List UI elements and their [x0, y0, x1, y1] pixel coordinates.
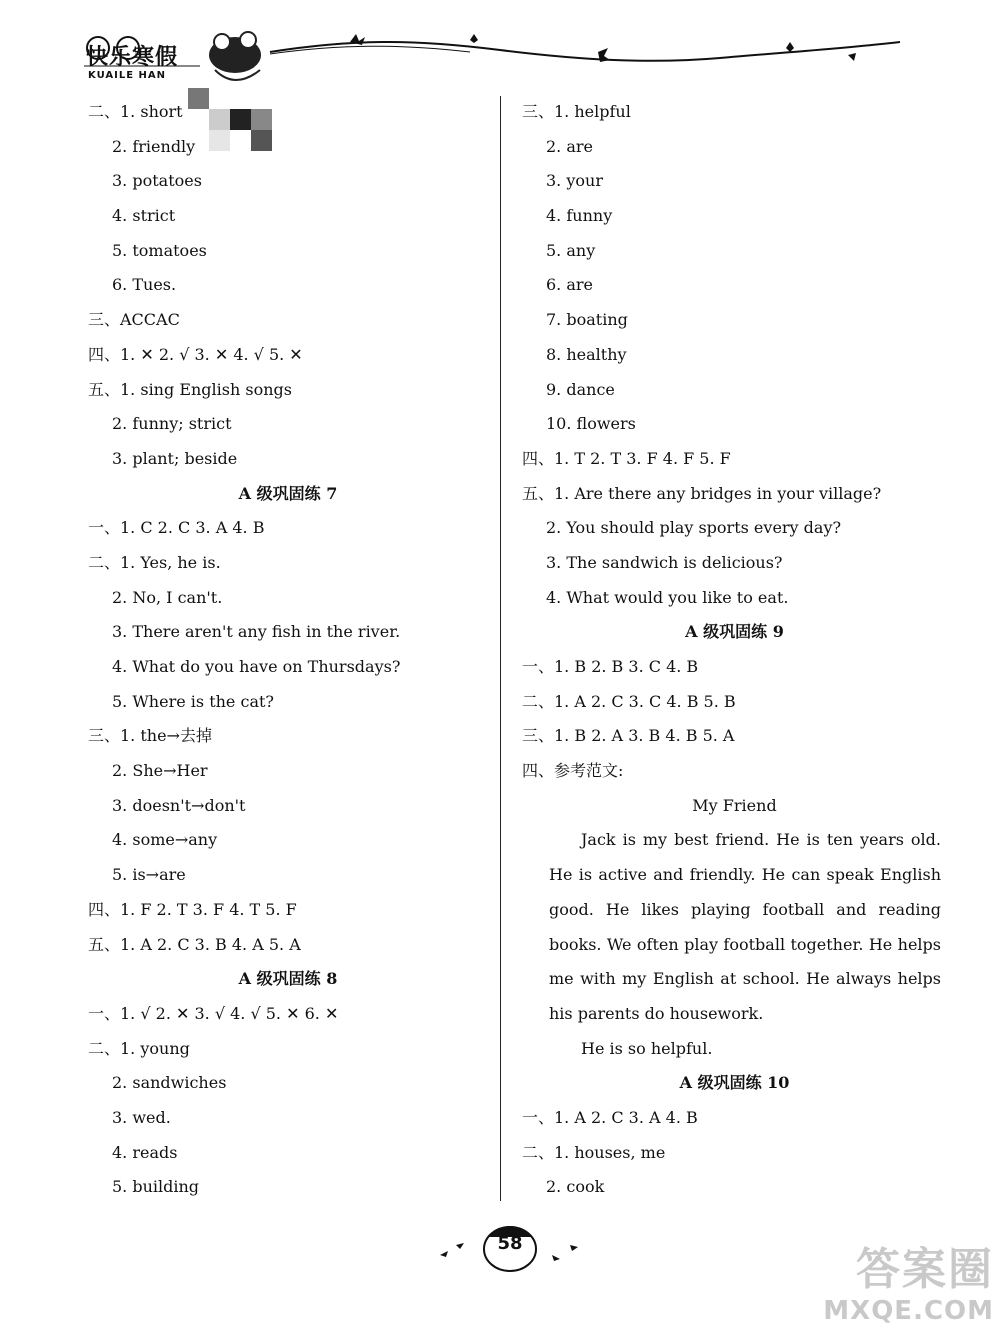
answer-line: 二、1. A 2. C 3. C 4. B 5. B	[522, 691, 736, 711]
answer-line: 3. There aren't any fish in the river.	[112, 622, 401, 642]
answer-line: 5. building	[112, 1177, 200, 1197]
answer-line: 四、参考范文:	[522, 761, 624, 781]
answer-line: 7. boating	[546, 310, 628, 330]
brand-subtitle: KUAILE HAN	[88, 70, 167, 81]
answer-line: 二、1. houses, me	[522, 1142, 666, 1162]
answer-line: 2. cook	[546, 1177, 605, 1197]
brand-title: 快乐寒假	[86, 45, 179, 70]
answer-line: 2. are	[546, 136, 594, 156]
answer-line: 2. She→Her	[112, 761, 208, 781]
answer-line: 三、1. B 2. A 3. B 4. B 5. A	[522, 726, 735, 746]
essay-title: My Friend	[692, 795, 777, 815]
essay-paragraph-2: He is so helpful.	[581, 1038, 713, 1058]
section-heading: A 级巩固练 8	[238, 969, 338, 989]
answer-line: 五、1. A 2. C 3. B 4. A 5. A	[88, 934, 301, 954]
page-header	[0, 0, 1000, 100]
answer-line: 一、1. A 2. C 3. A 4. B	[522, 1108, 698, 1128]
section-heading: A 级巩固练 7	[238, 483, 338, 503]
answer-line: 6. Tues.	[112, 275, 177, 295]
answer-line: 3. The sandwich is delicious?	[546, 552, 783, 572]
answer-line: 一、1. C 2. C 3. A 4. B	[88, 518, 265, 538]
watermark-url: MXQE.COM	[823, 1296, 994, 1326]
answer-line: 5. is→are	[112, 865, 186, 885]
watermark-logo-text: 答案圈	[856, 1244, 994, 1295]
answer-line: 2. sandwiches	[112, 1073, 227, 1093]
answer-line: 一、1. B 2. B 3. C 4. B	[522, 657, 699, 676]
answer-line: 三、1. helpful	[522, 102, 631, 121]
answer-line: 3. potatoes	[112, 171, 202, 191]
page-footer	[420, 1215, 600, 1275]
answer-line: 四、1. F 2. T 3. F 4. T 5. F	[88, 899, 297, 919]
answer-line: 三、1. the→去掉	[88, 726, 212, 746]
essay-paragraph-1: Jack is my best friend. He is ten years old. He is active and friendly. He can speak English good. He likes playing football and reading books. We often play football together. He helps me with my English at school. He always helps his parents do housework.	[549, 830, 941, 1023]
answer-line: 9. dance	[546, 379, 615, 399]
answer-line: 2. funny; strict	[112, 414, 232, 434]
answer-line: 一、1. √ 2. ✕ 3. √ 4. √ 5. ✕ 6. ✕	[88, 1003, 339, 1023]
page-number: 58	[497, 1233, 523, 1254]
answer-line: 3. wed.	[112, 1107, 171, 1127]
answer-line: 三、ACCAC	[88, 310, 180, 330]
answer-line: 4. What would you like to eat.	[546, 587, 789, 607]
answer-line: 2. You should play sports every day?	[546, 518, 842, 538]
sample-essay	[522, 823, 947, 1066]
column-divider	[500, 96, 501, 1201]
left-answer-column	[88, 95, 488, 1205]
answer-line: 五、1. Are there any bridges in your village?	[522, 483, 882, 503]
answer-line: 3. your	[546, 171, 603, 191]
section-heading: A 级巩固练 10	[679, 1073, 790, 1093]
answer-line: 5. Where is the cat?	[112, 691, 274, 711]
answer-line: 4. reads	[112, 1142, 178, 1162]
answer-line: 4. strict	[112, 206, 176, 226]
cartoon-children-illustration	[209, 32, 261, 80]
answer-line: 10. flowers	[546, 414, 636, 434]
answer-line: 二、1. short	[88, 102, 183, 121]
answer-line: 5. tomatoes	[112, 240, 207, 260]
answer-line: 4. What do you have on Thursdays?	[112, 657, 401, 676]
answer-line: 5. any	[546, 240, 596, 260]
answer-line: 五、1. sing English songs	[88, 379, 292, 399]
answer-line: 二、1. young	[88, 1038, 190, 1058]
answer-line: 四、1. T 2. T 3. F 4. F 5. F	[522, 448, 731, 468]
section-heading: A 级巩固练 9	[685, 622, 784, 642]
answer-line: 6. are	[546, 275, 594, 295]
site-watermark	[814, 1244, 994, 1334]
right-answer-column	[522, 95, 947, 1205]
answer-line: 4. funny	[546, 206, 613, 226]
answer-line: 2. No, I can't.	[112, 587, 223, 607]
answer-line: 4. some→any	[112, 830, 218, 850]
answer-line: 四、1. ✕ 2. √ 3. ✕ 4. √ 5. ✕	[88, 344, 303, 364]
answer-line: 2. friendly	[112, 136, 196, 156]
answer-line: 3. doesn't→don't	[112, 795, 246, 815]
answer-line: 3. plant; beside	[112, 448, 238, 468]
answer-line: 8. healthy	[546, 344, 627, 364]
answer-line: 二、1. Yes, he is.	[88, 552, 221, 572]
